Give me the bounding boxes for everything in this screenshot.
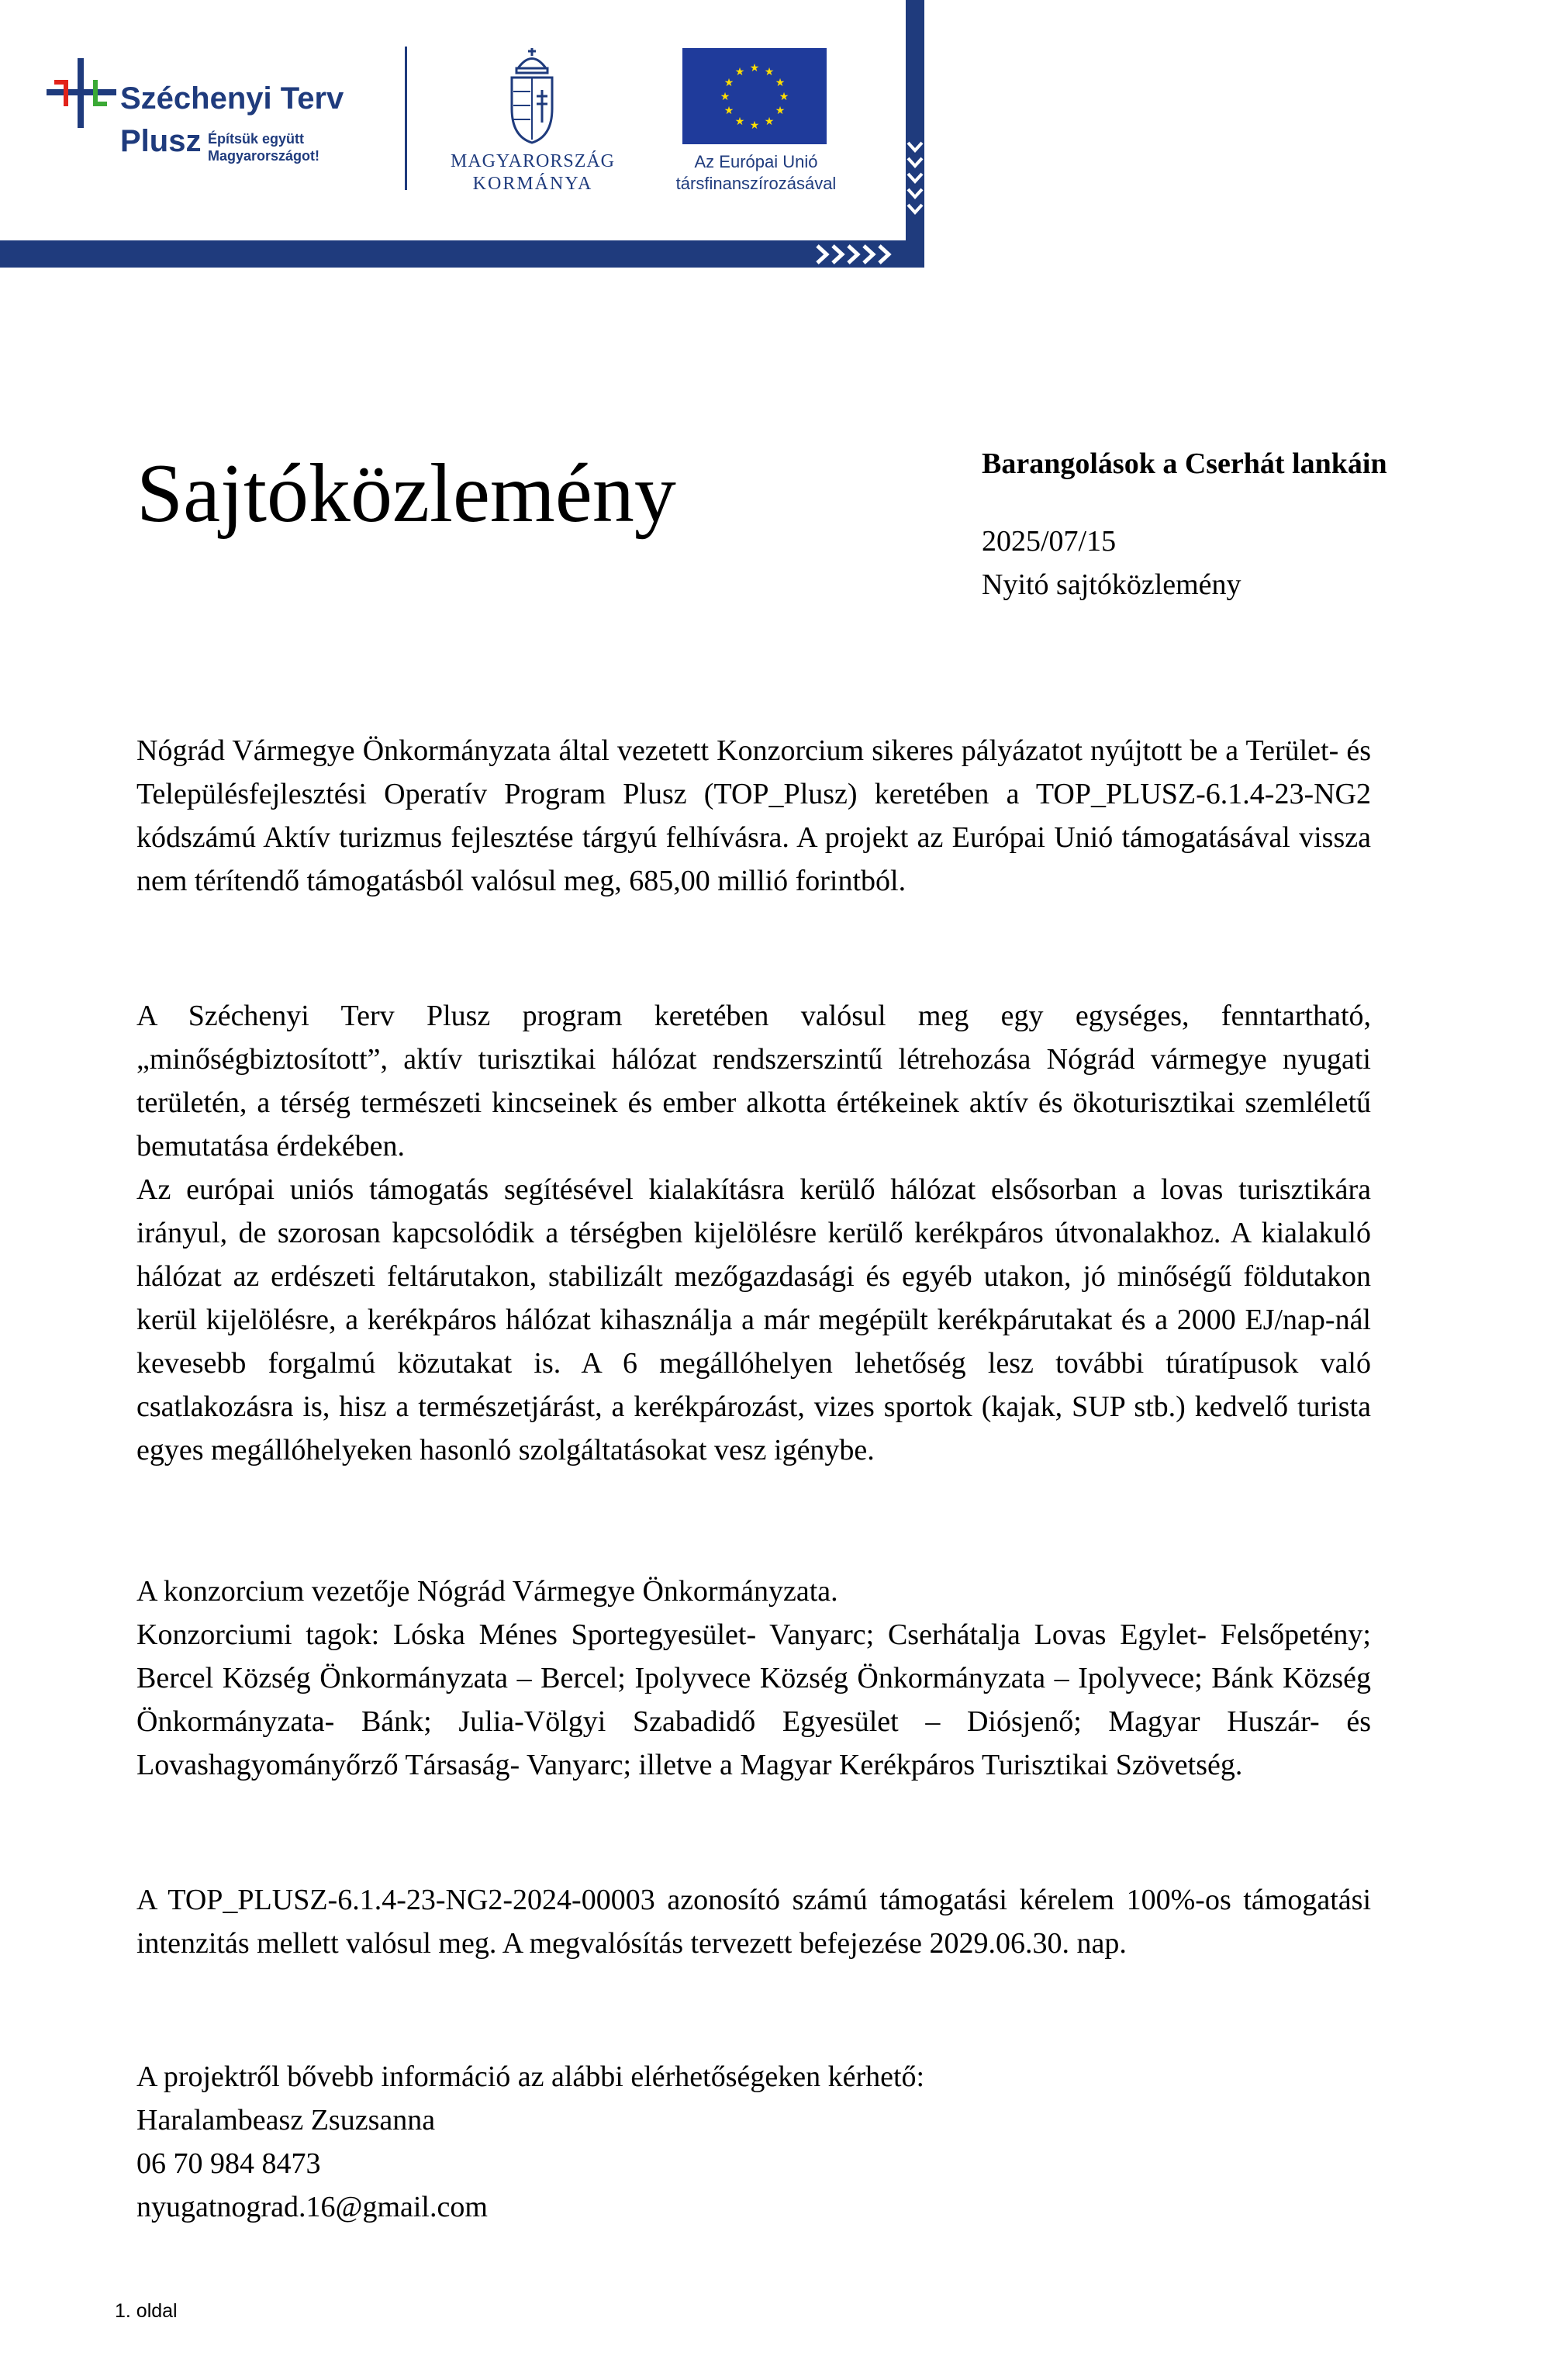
paragraph-project-description [136,994,1371,1472]
svg-text:★: ★ [779,91,789,103]
page-number: 1. oldal [115,2300,178,2322]
program-title: Széchenyi Terv [120,81,344,116]
program-plus: Plusz [120,124,202,158]
eu-caption-line2: társfinanszírozásával [675,174,837,193]
paragraph-consortium [136,1570,1371,1787]
paragraph-text: A TOP_PLUSZ-6.1.4-23-NG2-2024-00003 azonosító számú támogatási kérelem 100%-os támogatási intenzitás mellett valósul meg. A megvalósítás tervezett befejezése 2029.06.30. nap. [136,1884,1371,1960]
release-date: 2025/07/15 [982,525,1117,558]
paragraph-text: A konzorcium vezetője Nógrád Vármegye Önkormányzata. [136,1575,838,1608]
contact-intro: A projektről bővebb információ az alábbi elérhetőségeken kérhető: [136,2060,925,2093]
government-name-line1: MAGYARORSZÁG [450,151,616,171]
svg-text:★: ★ [764,116,775,128]
chevrons-right-icon [814,243,900,266]
contact-name: Haralambeasz Zsuzsanna [136,2104,436,2136]
program-tagline-line1: Építsük együtt [208,131,305,147]
szechenyi-cross-logo-icon [47,58,116,128]
svg-text:★: ★ [720,91,730,103]
banner-bottom-stripe [0,240,924,268]
government-name-line2: KORMÁNYA [472,174,593,194]
svg-text:★: ★ [764,66,775,78]
program-tagline [208,130,319,164]
svg-text:★: ★ [723,77,734,89]
logo-divider [405,47,407,190]
hungarian-coat-of-arms-icon [504,45,560,146]
svg-text:★: ★ [749,119,760,132]
paragraph-text: Nógrád Vármegye Önkormányzata által vezetett Konzorcium sikeres pályázatot nyújtott be a Terület- és Településfejlesztési Operatív Program Plusz (TOP_Plusz) keretében a TOP_PLUSZ-6.1.4-23-NG2 kódszámú Aktív turizmus fejlesztése tárgyú felhívásra. A projekt az Európai Unió támogatásával vissza nem térítendő támogatásból valósul meg, 685,00 millió forintból. [136,734,1371,897]
contact-phone: 06 70 984 8473 [136,2147,321,2180]
header-banner [0,0,931,268]
release-type: Nyitó sajtóközlemény [982,568,1241,601]
contact-email: nyugatnograd.16@gmail.com [136,2191,488,2223]
svg-text:★: ★ [775,77,786,89]
paragraph-project-intro [136,729,1371,903]
paragraph-text: A Széchenyi Terv Plusz program keretében valósul meg egy egységes, fenntartható, „minőségbiztosított”, aktív turisztikai hálózat rendszerszintű létrehozása Nógrád vármegye nyugati területén, a térség természeti kincseinek és ember alkotta értékeinek aktív és ökoturisztikai szemléletű bemutatása érdekében. [136,1000,1371,1162]
document-title: Sajtóközlemény [136,447,676,540]
banner-right-stripe [906,0,924,268]
paragraph-text: Konzorciumi tagok: Lóska Ménes Sportegyesület- Vanyarc; Cserhátalja Lovas Egylet- Felsőpetény; Bercel Község Önkormányzata – Bercel; Ipolyvece Község Önkormányzata – Ipolyvece; Bánk Község Önkormányzata- Bánk; Julia-Völgyi Szabadidő Egyesület – Diósjenő; Magyar Huszár- és Lovashagyományőrző Társaság- Vanyarc; illetve a Magyar Kerékpáros Turisztikai Szövetség. [136,1618,1371,1781]
project-title: Barangolások a Cserhát lankáin [982,447,1387,480]
eu-caption-line1: Az Európai Unió [694,152,818,171]
svg-text:★: ★ [749,62,760,74]
paragraph-funding-details [136,1878,1371,1965]
svg-text:★: ★ [734,66,745,78]
svg-text:★: ★ [734,116,745,128]
svg-text:★: ★ [723,105,734,117]
chevrons-down-icon [906,140,924,225]
contact-block [136,2055,1371,2229]
paragraph-text: Az európai uniós támogatás segítésével kialakításra kerülő hálózat elsősorban a lovas turisztikára irányul, de szorosan kapcsolódik a térségben kijelölésre kerülő kerékpáros útvonalakhoz. A kialakuló hálózat az erdészeti feltárutakon, stabilizált mezőgazdasági és egyéb utakon, jó minőségű földutakon kerül kijelölésre, a kerékpáros hálózat kihasználja a már megépült kerékpárutakat és a 2000 EJ/nap-nál kevesebb forgalmú közutakat is. A 6 megállóhelyen lehetőség lesz további túratípusok való csatlakozásra is, hisz a természetjárást, a kerékpározást, vizes sportok (kajak, SUP stb.) kedvelő turista egyes megállóhelyeken hasonló szolgáltatásokat vesz igénybe. [136,1173,1371,1466]
program-tagline-line2: Magyarországot! [208,148,320,164]
svg-text:★: ★ [775,105,786,117]
eu-flag-icon [682,48,827,144]
